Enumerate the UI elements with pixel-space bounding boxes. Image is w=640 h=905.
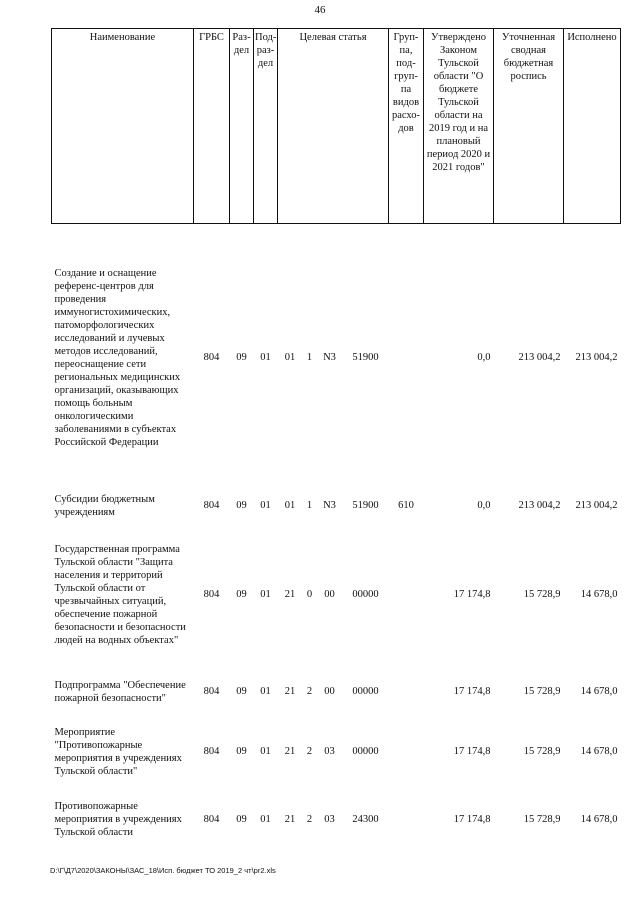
row-expense-group [389,224,424,492]
row-target-subprogram: 0 [306,589,313,600]
header-podrazdel: Под-раз-дел [254,29,278,224]
row-target-subprogram: 1 [306,500,313,511]
row-refined: 15 728,9 [523,814,561,825]
row-executed: 14 678,0 [580,746,618,757]
row-target-program: 21 [284,686,296,697]
header-razdel: Раз-дел [230,29,254,224]
row-target-code: 24300 [352,814,379,825]
row-target-program: 01 [284,352,296,364]
row-podrazdel: 01 [260,746,271,757]
row-podrazdel: 01 [260,352,271,364]
row-grbs: 804 [203,352,220,364]
header-executed: Исполнено [564,29,621,224]
row-grbs: 804 [203,500,220,511]
row-refined: 15 728,9 [523,686,561,697]
row-grbs: 804 [203,814,220,825]
row-target-code: 51900 [352,500,379,511]
page-number: 46 [314,4,326,16]
row-razdel: 09 [236,686,247,697]
row-name: Субсидии бюджетным учреждениям [54,493,155,518]
row-executed: 213 004,2 [575,352,618,364]
header-name: Наименование [52,29,194,224]
row-approved: 17 174,8 [453,746,491,757]
row-name: Мероприятие "Противопожарные мероприятия в учреждениях Тульской области" [54,726,182,777]
table-row [52,224,621,492]
budget-table [51,28,621,850]
row-name: Противопожарные мероприятия в учреждениях Тульской области [54,801,182,838]
row-expense-group [389,714,424,790]
row-executed: 14 678,0 [580,814,618,825]
row-target-code: 00000 [352,746,379,757]
row-target-code: 51900 [352,352,379,364]
row-executed: 213 004,2 [575,500,618,511]
header-refined: Уточненная сводная бюджетная роспись [494,29,564,224]
row-refined: 15 728,9 [523,746,561,757]
row-name: Создание и оснащение референс-центров для проведения иммуногистохимических, патоморфологических исследований и лучевых методов исследований, переоснащение сети региональных медицинских организаций, оказывающих помощь больным онкологическими заболеваниями в субъектах Российской Федерации [54,267,181,448]
row-target-program: 21 [284,814,296,825]
row-name: Подпрограмма "Обеспечение пожарной безопасности" [54,679,186,704]
row-grbs: 804 [203,589,220,600]
table-row [52,492,621,520]
header-target-article: Целевая статья [278,29,389,224]
row-razdel: 09 [236,352,247,364]
row-target-event: 03 [324,746,335,757]
row-executed: 14 678,0 [580,589,618,600]
row-approved: 17 174,8 [453,589,491,600]
row-razdel: 09 [236,746,247,757]
row-expense-group [389,520,424,670]
row-target-program: 21 [284,746,296,757]
row-grbs: 804 [203,746,220,757]
row-podrazdel: 01 [260,686,271,697]
row-target-event: 03 [324,814,335,825]
row-razdel: 09 [236,814,247,825]
row-expense-group [389,790,424,850]
row-approved: 17 174,8 [453,814,491,825]
row-target-code: 00000 [352,686,379,697]
row-refined: 15 728,9 [523,589,561,600]
row-target-event: N3 [323,500,336,511]
row-refined: 213 004,2 [518,500,561,511]
row-expense-group: 610 [398,500,414,511]
row-executed: 14 678,0 [580,686,618,697]
row-approved: 17 174,8 [453,686,491,697]
row-target-program: 01 [284,500,296,511]
table-row [52,520,621,670]
row-name: Государственная программа Тульской области "Защита населения и территорий Тульской области от чрезвычайных ситуаций, обеспечение пожарной безопасности и безопасности людей на водных объектах" [54,543,186,646]
row-target-subprogram: 1 [306,352,313,364]
table-row [52,790,621,850]
row-target-subprogram: 2 [306,686,313,697]
table-header-row [52,29,621,224]
table-row [52,714,621,790]
header-expense-group: Груп-па, под-груп-па видов расхо-дов [389,29,424,224]
row-grbs: 804 [203,686,220,697]
header-grbs: ГРБС [194,29,230,224]
row-target-code: 00000 [352,589,379,600]
row-refined: 213 004,2 [518,352,561,364]
table-row [52,670,621,714]
row-approved: 0,0 [477,500,491,511]
row-podrazdel: 01 [260,814,271,825]
row-target-event: N3 [323,352,336,364]
row-razdel: 09 [236,589,247,600]
row-expense-group [389,670,424,714]
header-approved: Утверждено Законом Тульской области "О бюджете Тульской области на 2019 год и на плановый период 2020 и 2021 годов" [424,29,494,224]
row-target-program: 21 [284,589,296,600]
row-podrazdel: 01 [260,500,271,511]
row-approved: 0,0 [477,352,491,364]
row-target-subprogram: 2 [306,814,313,825]
file-path-footer: D:\Г\Д7\2020\ЗАКОНЫ\ЗАС_18\Исп. бюджет ТО 2019_2 чт\pr2.xls [50,866,276,875]
row-target-event: 00 [324,686,335,697]
row-razdel: 09 [236,500,247,511]
row-target-subprogram: 2 [306,746,313,757]
row-podrazdel: 01 [260,589,271,600]
row-target-event: 00 [324,589,335,600]
